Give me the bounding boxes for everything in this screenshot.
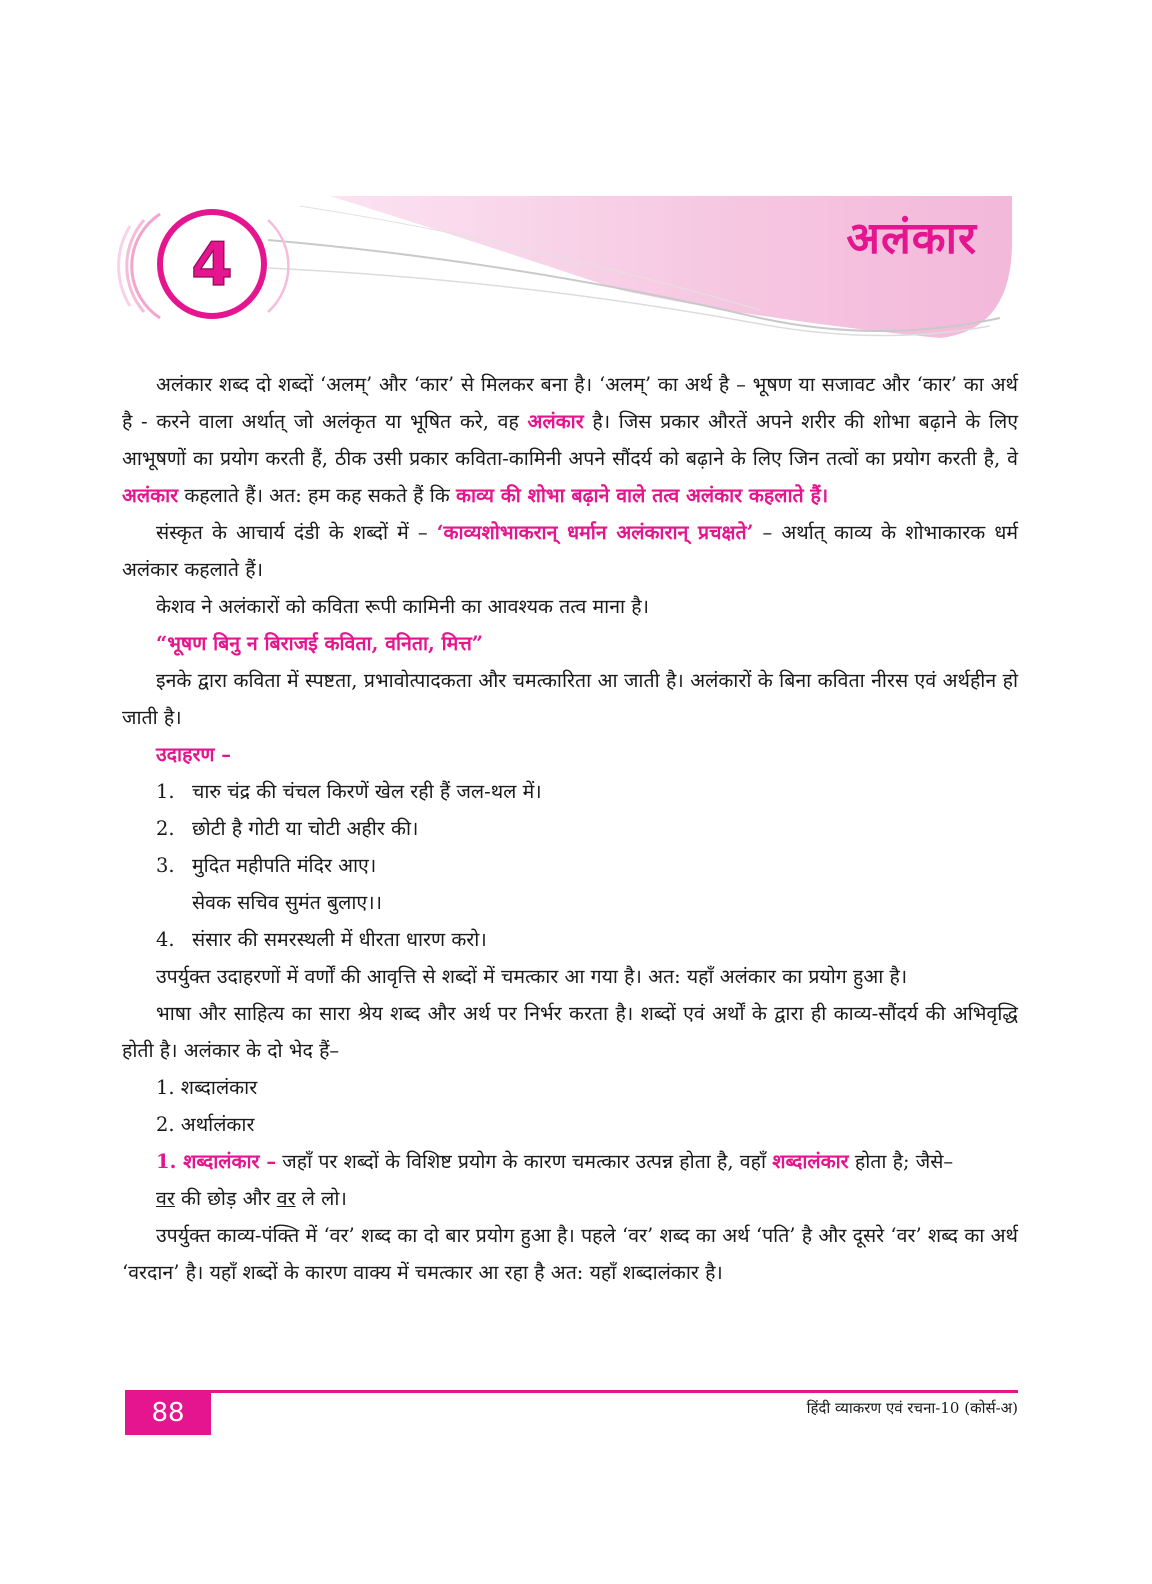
examples-heading: उदाहरण – bbox=[156, 743, 232, 766]
term-shabdalankar: शब्दालंकार bbox=[772, 1150, 849, 1173]
type-item-arthalankar: 2. अर्थालंकार bbox=[156, 1113, 255, 1136]
page-number: 88 bbox=[125, 1390, 211, 1435]
keshav-quote: “भूषण बिनु न बिराजई कविता, वनिता, मित्त” bbox=[156, 632, 484, 655]
example-number: 4. bbox=[156, 928, 175, 951]
shabdalankar-text-1: जहाँ पर शब्दों के विशिष्ट प्रयोग के कारण चमत्कार उत्पन्न होता है, वहाँ bbox=[276, 1150, 773, 1173]
example-item bbox=[122, 921, 1018, 958]
shabdalankar-text-2: होता है; जैसे– bbox=[848, 1150, 954, 1173]
example-text: मुदित महीपति मंदिर आए। bbox=[192, 854, 377, 877]
type-item-shabdalankar: 1. शब्दालंकार bbox=[156, 1076, 258, 1099]
example-text: संसार की समरस्थली में धीरता धारण करो। bbox=[192, 928, 487, 951]
example-text: चारु चंद्र की चंचल किरणें खेल रही हैं जल-थल में। bbox=[192, 780, 542, 803]
example-item bbox=[122, 847, 1018, 884]
example-number: 3. bbox=[156, 854, 175, 877]
var-explanation-paragraph: उपर्युक्त काव्य-पंक्ति में ‘वर’ शब्द का दो बार प्रयोग हुआ है। पहले ‘वर’ शब्द का अर्थ ‘पति’ है और दूसरे ‘वर’ शब्द का अर्थ ‘वरदान’ है। यहाँ शब्दों के कारण वाक्य में चमत्कार आ रहा है अत: यहाँ शब्दालंकार है। bbox=[122, 1224, 1018, 1284]
chapter-header-art bbox=[0, 0, 1152, 340]
intro-paragraph bbox=[122, 366, 1018, 514]
dandi-paragraph bbox=[122, 514, 1018, 588]
example-3-line-2: सेवक सचिव सुमंत बुलाए।। bbox=[192, 891, 382, 914]
dandi-text-2: – अर्थात् काव्य के शोभाकारक धर्म अलंकार कहलाते हैं। bbox=[122, 521, 1018, 581]
keshav-paragraph: केशव ने अलंकारों को कविता रूपी कामिनी का आवश्यक तत्व माना है। bbox=[156, 595, 650, 618]
term-alankar-2: अलंकार bbox=[122, 484, 179, 507]
intro-text-1: अलंकार शब्द दो शब्दों ‘अलम्’ और ‘कार’ से मिलकर बना है। ‘अलम्’ का अर्थ है – भूषण या सजावट और ‘कार’ का अर्थ है - करने वाला अर्थात् जो अलंकृत या भूषित करे, वह bbox=[122, 373, 1018, 433]
example-item bbox=[122, 810, 1018, 847]
types-intro-paragraph: भाषा और साहित्य का सारा श्रेय शब्द और अर्थ पर निर्भर करता है। शब्दों एवं अर्थों के द्वारा ही काव्य-सौंदर्य की अभिवृद्धि होती है। अलंकार के दो भेद हैं– bbox=[122, 1002, 1018, 1062]
shabdalankar-definition bbox=[122, 1143, 1018, 1180]
term-alankar: अलंकार bbox=[527, 410, 584, 433]
chapter-number: 4 bbox=[191, 230, 233, 300]
example-number: 2. bbox=[156, 817, 175, 840]
example-item bbox=[122, 773, 1018, 810]
example-line-text-1: की छोड़ और bbox=[174, 1187, 277, 1210]
shabdalankar-heading: 1. शब्दालंकार – bbox=[156, 1150, 277, 1173]
intro-text-3: कहलाते हैं। अत: हम कह सकते हैं कि bbox=[178, 484, 456, 507]
sanskrit-quote: ‘काव्यशोभाकरान् धर्मान अलंकारान् प्रचक्षते’ bbox=[436, 521, 754, 544]
example-text: छोटी है गोटी या चोटी अहीर की। bbox=[192, 817, 419, 840]
chapter-title: अलंकार bbox=[846, 213, 977, 264]
page-content bbox=[122, 366, 1018, 1291]
example-number: 1. bbox=[156, 780, 175, 803]
underlined-word: वर bbox=[156, 1187, 175, 1210]
intro-text-2: है। जिस प्रकार औरतें अपने शरीर की शोभा बढ़ाने के लिए आभूषणों का प्रयोग करती हैं, ठीक उसी प्रकार कविता-कामिनी अपने सौंदर्य को बढ़ाने के लिए जिन तत्वों का प्रयोग करती है, वे bbox=[122, 410, 1018, 470]
example-line-text-2: ले लो। bbox=[295, 1187, 347, 1210]
footer-divider bbox=[125, 1390, 1018, 1393]
book-title: हिंदी व्याकरण एवं रचना-10 (कोर्स-अ) bbox=[806, 1399, 1018, 1417]
examples-summary: उपर्युक्त उदाहरणों में वर्णों की आवृत्ति से शब्दों में चमत्कार आ गया है। अत: यहाँ अलंकार का प्रयोग हुआ है। bbox=[156, 965, 908, 988]
var-example-line bbox=[122, 1180, 1018, 1217]
underlined-word-2: वर bbox=[276, 1187, 296, 1210]
effects-paragraph: इनके द्वारा कविता में स्पष्टता, प्रभावोत्पादकता और चमत्कारिता आ जाती है। अलंकारों के बिना कविता नीरस एवं अर्थहीन हो जाती है। bbox=[122, 669, 1018, 729]
dandi-text-1: संस्कृत के आचार्य दंडी के शब्दों में – bbox=[156, 521, 437, 544]
definition-highlight: काव्य की शोभा बढ़ाने वाले तत्व अलंकार कहलाते हैं। bbox=[455, 484, 829, 507]
